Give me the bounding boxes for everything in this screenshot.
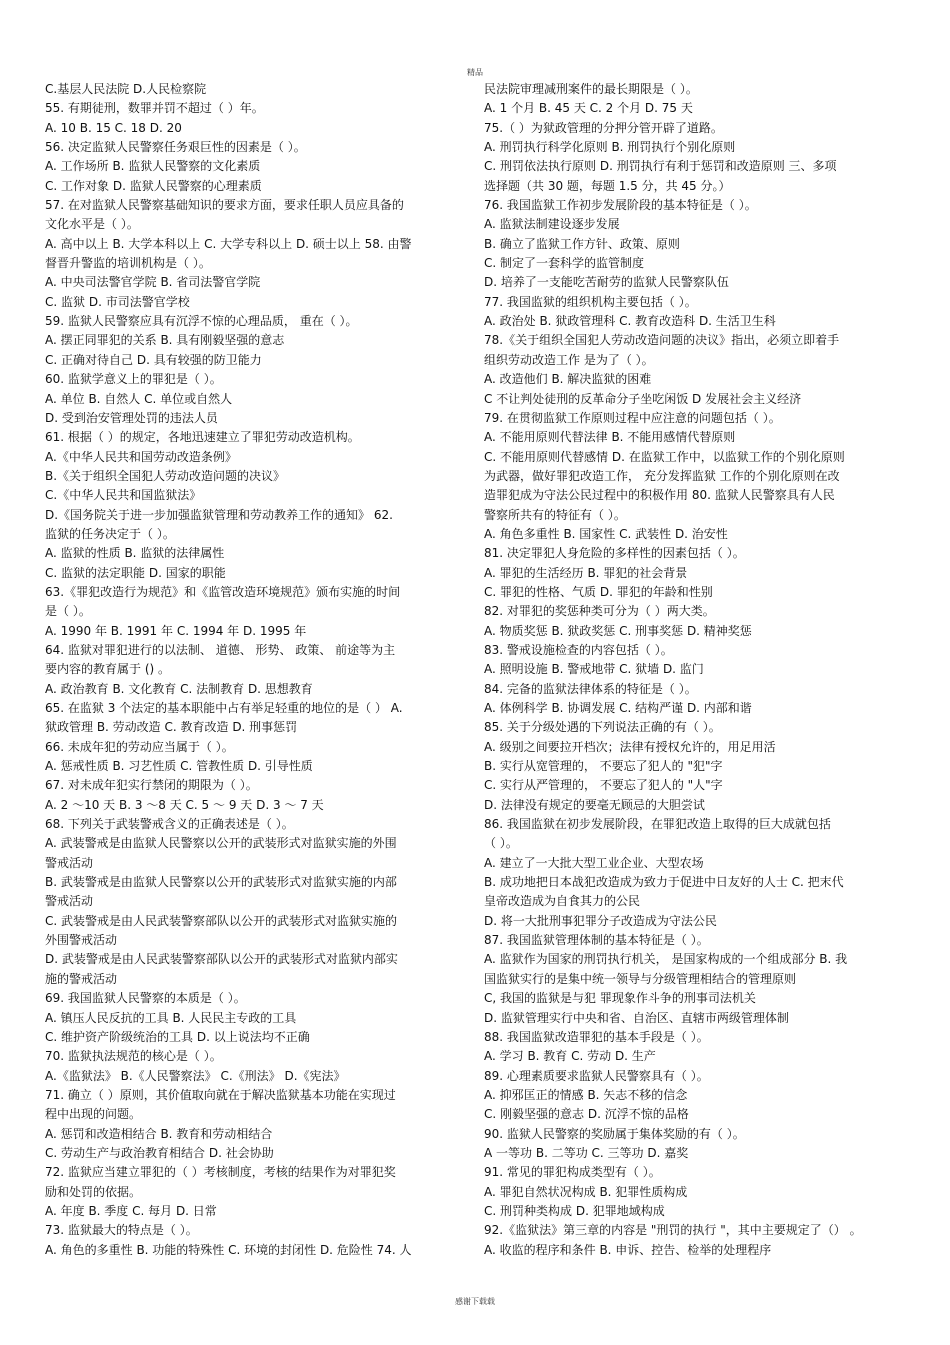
text-line: A. 中央司法警官学院 B. 省司法警官学院: [45, 275, 261, 290]
text-line: 警察所共有的特征有（ ）。: [484, 507, 626, 522]
text-line: A. 镇压人民反抗的工具 B. 人民民主专政的工具: [45, 1010, 297, 1025]
text-line: 89. 心理素质要求监狱人民警察具有（ ）。: [484, 1068, 709, 1083]
text-line: 选择题（共 30 题，每题 1.5 分，共 45 分。）: [484, 178, 731, 193]
text-line: A. 刑罚执行科学化原则 B. 刑罚执行个别化原则: [484, 140, 736, 155]
text-line: 79. 在贯彻监狱工作原则过程中应注意的问题包括（ ）。: [484, 410, 781, 425]
text-line: A. 监狱法制建设逐步发展: [484, 217, 620, 232]
text-line: A. 物质奖惩 B. 狱政奖惩 C. 刑事奖惩 D. 精神奖惩: [484, 623, 752, 638]
text-line: A. 罪犯自然状况构成 B. 犯罪性质构成: [484, 1184, 688, 1199]
text-line: A. 惩戒性质 B. 习艺性质 C. 管教性质 D. 引导性质: [45, 759, 313, 774]
text-line: 狱政管理 B. 劳动改造 C. 教育改造 D. 刑事惩罚: [45, 720, 298, 735]
text-line: A. 角色多重性 B. 国家性 C. 武装性 D. 治安性: [484, 526, 728, 541]
text-line: 88. 我国监狱改造罪犯的基本手段是（ ）。: [484, 1029, 709, 1044]
text-line: 66. 未成年犯的劳动应当属于（ ）。: [45, 739, 234, 754]
text-line: A. 摆正同罪犯的关系 B. 具有刚毅坚强的意志: [45, 333, 285, 348]
text-line: C.《中华人民共和国监狱法》: [45, 488, 202, 503]
text-line: C 不让判处徒刑的反革命分子坐吃闲饭 D 发展社会主义经济: [484, 391, 802, 406]
text-line: 警戒活动: [45, 894, 94, 909]
text-line: A. 1990 年 B. 1991 年 C. 1994 年 D. 1995 年: [45, 623, 307, 638]
text-line: A. 抑邪匡正的情感 B. 矢志不移的信念: [484, 1087, 688, 1102]
text-line: A. 年度 B. 季度 C. 每月 D. 日常: [45, 1203, 217, 1218]
text-line: C. 实行从严管理的， 不要忘了犯人的 "人"字: [484, 778, 723, 793]
text-line: 75.（ ）为狱政管理的分押分管开辟了道路。: [484, 120, 723, 135]
text-line: 是（ ）。: [45, 604, 91, 619]
text-line: 84. 完备的监狱法律体系的特征是（ ）。: [484, 681, 697, 696]
text-line: 国监狱实行的是集中统一领导与分级管理相结合的管理原则: [484, 971, 797, 986]
text-line: 督晋升警监的培训机构是（ ）。: [45, 256, 211, 271]
text-line: 59. 监狱人民警察应具有沉浮不惊的心理品质， 重在（ ）。: [45, 314, 358, 329]
text-line: 造罪犯成为守法公民过程中的积极作用 80. 监狱人民警察具有人民: [484, 488, 835, 503]
text-line: 86. 我国监狱在初步发展阶段，在罪犯改造上取得的巨大成就包括: [484, 817, 831, 832]
text-line: 67. 对未成年犯实行禁闭的期限为（ ）。: [45, 778, 258, 793]
text-line: A. 罪犯的生活经历 B. 罪犯的社会背景: [484, 565, 688, 580]
text-line: 57. 在对监狱人民警察基础知识的要求方面，要求任职人员应具备的: [45, 198, 404, 213]
text-line: D. 监狱管理实行中央和省、自治区、直辖市两级管理体制: [484, 1010, 789, 1025]
text-line: 民法院审理减刑案件的最长期限是（ ）。: [484, 82, 698, 96]
text-line: A. 工作场所 B. 监狱人民警察的文化素质: [45, 159, 261, 174]
text-line: 警戒活动: [45, 855, 94, 870]
text-line: A. 级别之间要拉开档次；法律有授权允许的，用足用活: [484, 739, 776, 754]
text-line: 文化水平是（ ）。: [45, 217, 139, 232]
text-line: A. 单位 B. 自然人 C. 单位或自然人: [45, 391, 233, 406]
text-line: D. 将一大批刑事犯罪分子改造成为守法公民: [484, 913, 717, 928]
text-line: D. 培养了一支能吃苦耐劳的监狱人民警察队伍: [484, 275, 729, 290]
text-line: 63.《罪犯改造行为规范》和《监管改造环境规范》颁布实施的时间: [45, 584, 401, 599]
text-line: A.《中华人民共和国劳动改造条例》: [45, 449, 237, 464]
text-line: 71. 确立（ ）原则，其价值取向就在于解决监狱基本功能在实现过: [45, 1087, 396, 1102]
left-column: [45, 80, 477, 1260]
text-line: B. 武装警戒是由监狱人民警察以公开的武装形式对监狱实施的内部: [45, 875, 397, 890]
text-line: 85. 关于分级处遇的下列说法正确的有（ ）。: [484, 720, 721, 735]
text-line: 69. 我国监狱人民警察的本质是（ ）。: [45, 991, 246, 1006]
text-line: D.《国务院关于进一步加强监狱管理和劳动教养工作的通知》 62.: [45, 507, 393, 522]
text-line: A. 2 ～10 天 B. 3 ～8 天 C. 5 ～ 9 天 D. 3 ～ 7 天: [45, 797, 324, 812]
text-line: 90. 监狱人民警察的奖励属于集体奖励的有（ ）。: [484, 1126, 745, 1141]
text-line: 91. 常见的罪犯构成类型有（ ）。: [484, 1165, 661, 1180]
text-line: A. 体例科学 B. 协调发展 C. 结构严谨 D. 内部和谐: [484, 701, 752, 715]
text-line: A. 监狱作为国家的刑罚执行机关， 是国家构成的一个组成部分 B. 我: [484, 952, 848, 967]
text-line: 56. 决定监狱人民警察任务艰巨性的因素是（ ）。: [45, 140, 306, 155]
text-line: C. 工作对象 D. 监狱人民警察的心理素质: [45, 178, 262, 193]
text-line: 82. 对罪犯的奖惩种类可分为（ ）两大类。: [484, 604, 715, 619]
text-line: 64. 监狱对罪犯进行的以法制、 道德、 形势、 政策、 前途等为主: [45, 642, 396, 657]
text-line: C. 不能用原则代替感情 D. 在监狱工作中，以监狱工作的个别化原则: [484, 449, 845, 464]
text-line: 监狱的任务决定于（ ）。: [45, 526, 175, 541]
text-line: C, 我国的监狱是与犯 罪现象作斗争的刑事司法机关: [484, 991, 756, 1006]
text-line: A. 监狱的性质 B. 监狱的法律属性: [45, 546, 225, 561]
text-line: A. 10 B. 15 C. 18 D. 20: [45, 120, 182, 135]
text-line: 皇帝改造成为自食其力的公民: [484, 894, 641, 909]
text-line: C. 制定了一套科学的监管制度: [484, 256, 645, 271]
text-line: D. 武装警戒是由人民武装警察部队以公开的武装形式对监狱内部实: [45, 952, 398, 967]
text-line: 为武器，做好罪犯改造工作， 充分发挥监狱 工作的个别化原则在改: [484, 468, 840, 483]
text-line: 61. 根据（ ）的规定，各地迅速建立了罪犯劳动改造机构。: [45, 430, 360, 445]
text-line: A.《监狱法》 B.《人民警察法》 C.《刑法》 D.《宪法》: [45, 1068, 346, 1083]
text-line: C. 监狱 D. 市司法警官学校: [45, 294, 190, 309]
text-line: C. 正确对待自己 D. 具有较强的防卫能力: [45, 352, 262, 367]
text-line: A. 学习 B. 教育 C. 劳动 D. 生产: [484, 1049, 656, 1064]
text-line: C. 刑罚种类构成 D. 犯罪地域构成: [484, 1203, 665, 1218]
text-line: D. 受到治安管理处罚的违法人员: [45, 410, 218, 425]
text-line: C. 刚毅坚强的意志 D. 沉浮不惊的品格: [484, 1107, 689, 1122]
text-line: 外围警戒活动: [45, 933, 118, 948]
text-line: 55. 有期徒刑，数罪并罚不超过（ ）年。: [45, 101, 264, 116]
text-line: A 一等功 B. 二等功 C. 三等功 D. 嘉奖: [484, 1145, 689, 1160]
text-line: 励和处罚的依据。: [45, 1184, 142, 1199]
text-line: C. 罪犯的性格、气质 D. 罪犯的年龄和性别: [484, 584, 713, 599]
text-line: A. 角色的多重性 B. 功能的特殊性 C. 环境的封闭性 D. 危险性 74. 人: [45, 1242, 412, 1257]
text-line: A. 政治教育 B. 文化教育 C. 法制教育 D. 思想教育: [45, 681, 313, 696]
text-line: 65. 在监狱 3 个法定的基本职能中占有举足轻重的地位的是（ ） A.: [45, 701, 403, 715]
text-line: 78.《关于组织全国犯人劳动改造问题的决议》指出，必须立即着手: [484, 333, 840, 348]
text-line: 施的警戒活动: [45, 971, 118, 986]
text-line: A. 高中以上 B. 大学本科以上 C. 大学专科以上 D. 硕士以上 58. 由警: [45, 236, 412, 251]
text-line: 92.《监狱法》第三章的内容是 "刑罚的执行 "，其中主要规定了（） 。: [484, 1223, 862, 1238]
text-line: 70. 监狱执法规范的核心是（ ）。: [45, 1049, 222, 1064]
text-line: A. 不能用原则代替法律 B. 不能用感情代替原则: [484, 430, 736, 445]
text-line: B. 确立了监狱工作方针、政策、原则: [484, 236, 680, 251]
text-line: B. 实行从宽管理的， 不要忘了犯人的 "犯"字: [484, 759, 723, 774]
text-line: 81. 决定罪犯人身危险的多样性的因素包括（ ）。: [484, 546, 745, 561]
text-line: A. 武装警戒是由监狱人民警察以公开的武装形式对监狱实施的外围: [45, 836, 397, 851]
text-line: A. 收监的程序和条件 B. 申诉、控告、检举的处理程序: [484, 1242, 772, 1257]
right-column: [484, 80, 909, 1260]
text-line: 72. 监狱应当建立罪犯的（ ）考核制度，考核的结果作为对罪犯奖: [45, 1165, 396, 1180]
page-footer: 感谢下载载: [455, 1297, 495, 1306]
text-line: C. 刑罚依法执行原则 D. 刑罚执行有利于惩罚和改造原则 三、多项: [484, 159, 837, 174]
text-line: 87. 我国监狱管理体制的基本特征是（ ）。: [484, 933, 709, 948]
text-line: A. 惩罚和改造相结合 B. 教育和劳动相结合: [45, 1126, 273, 1141]
text-line: C. 武装警戒是由人民武装警察部队以公开的武装形式对监狱实施的: [45, 913, 398, 928]
text-line: C. 劳动生产与政治教育相结合 D. 社会协助: [45, 1145, 274, 1160]
text-line: A. 政治处 B. 狱政管理科 C. 教育改造科 D. 生活卫生科: [484, 314, 776, 329]
page-header: 精品: [467, 68, 483, 77]
text-line: C. 维护资产阶级统治的工具 D. 以上说法均不正确: [45, 1029, 310, 1044]
text-line: 要内容的教育属于 () 。: [45, 662, 170, 677]
text-line: 68. 下列关于武装警戒含义的正确表述是（ ）。: [45, 817, 294, 832]
text-line: 73. 监狱最大的特点是（ ）。: [45, 1223, 198, 1238]
text-line: 程中出现的问题。: [45, 1107, 142, 1122]
text-line: （ ）。: [484, 836, 518, 851]
text-line: 77. 我国监狱的组织机构主要包括（ ）。: [484, 294, 697, 309]
text-line: A. 改造他们 B. 解决监狱的困难: [484, 372, 652, 387]
text-line: 83. 警戒设施检查的内容包括（ ）。: [484, 642, 673, 657]
text-line: C.基层人民法院 D.人民检察院: [45, 82, 207, 96]
text-line: D. 法律没有规定的要毫无顾忌的大胆尝试: [484, 797, 705, 812]
text-line: C. 监狱的法定职能 D. 国家的职能: [45, 565, 226, 580]
text-line: 组织劳动改造工作 是为了（ ）。: [484, 352, 654, 367]
text-line: A. 建立了一大批大型工业企业、大型农场: [484, 855, 704, 870]
text-line: 60. 监狱学意义上的罪犯是（ ）。: [45, 372, 222, 387]
text-line: 76. 我国监狱工作初步发展阶段的基本特征是（ ）。: [484, 198, 757, 213]
text-line: A. 1 个月 B. 45 天 C. 2 个月 D. 75 天: [484, 101, 693, 116]
text-line: B.《关于组织全国犯人劳动改造问题的决议》: [45, 468, 286, 483]
text-line: B. 成功地把日本战犯改造成为致力于促进中日友好的人士 C. 把末代: [484, 875, 844, 890]
text-line: A. 照明设施 B. 警戒地带 C. 狱墙 D. 监门: [484, 662, 704, 677]
